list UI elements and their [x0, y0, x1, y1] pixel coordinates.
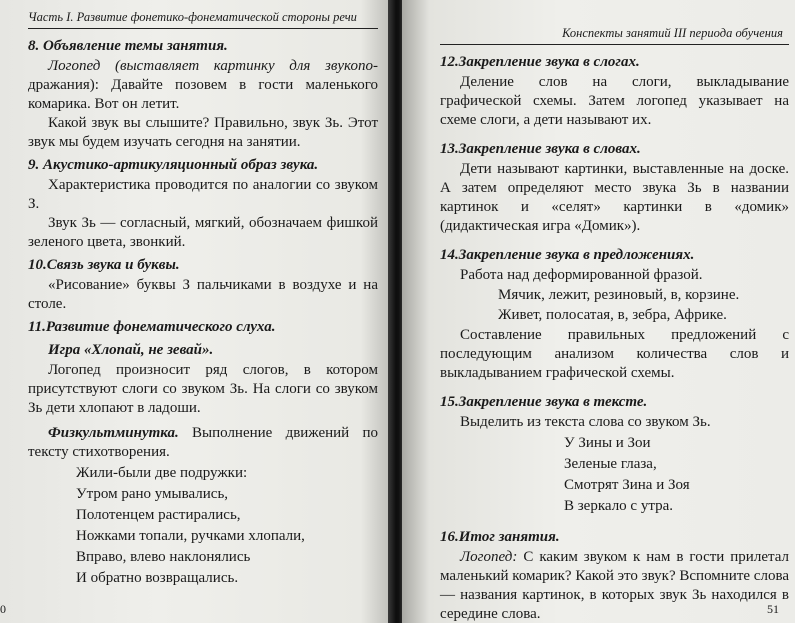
section-16-title: 16.Итог занятия.: [440, 529, 560, 545]
section-8-title: 8. Объявление темы занятия.: [28, 38, 228, 54]
fizkultminutka-para: [28, 424, 378, 462]
right-page: [402, 0, 795, 623]
running-head-right: Конспекты занятий III периода обучения: [440, 26, 789, 45]
section-11-para-1: Логопед произносит ряд слогов, в котором присутствуют слоги со звуком Зь. На слоги со звуком Зь дети хлопают в ладоши.: [28, 362, 378, 416]
section-11-subtitle: Игра «Хлопай, не зевай».: [48, 342, 214, 358]
section-13-para-1: Дети называют картинки, выставленные на доске. А затем определяют место звука Зь в названии картинок и «селят» картинки в «домик» (дидактическая игра «Домик»).: [440, 161, 789, 234]
section-10-para-1: «Рисование» буквы З пальчиками в воздухе и на столе.: [28, 277, 378, 312]
section-10-title: 10.Связь звука и буквы.: [28, 257, 180, 273]
section-8-para-2: Какой звук вы слышите? Правильно, звук Зь. Этот звук мы будем изучать сегодня на занятии.: [28, 115, 378, 150]
section-9-title: 9. Акустико-артикуляционный образ звука.: [28, 157, 319, 173]
page-number-left: 0: [0, 602, 6, 616]
poem-line: Жили-были две подружки:: [76, 465, 248, 481]
poem-line: Смотрят Зина и Зоя: [564, 477, 690, 493]
section-8-speaker: Логопед (выставляет картинку для звукопо-: [48, 58, 378, 74]
section-16-text: С каким звуком к нам в гости прилетал маленький комарик? Какой это звук? Вспомните слова — названия картинок, в которых звук Зь находился в середине слова.: [440, 549, 789, 622]
section-14-para-2: Составление правильных предложений с последующим анализом количества слов и выкладыванием графической схемы.: [440, 327, 789, 381]
section-14-para-1: Работа над деформированной фразой.: [460, 267, 703, 283]
section-15-para-1: Выделить из текста слова со звуком Зь.: [460, 414, 711, 430]
poem-line: Утром рано умывались,: [76, 486, 229, 502]
section-8-para-1: [28, 57, 378, 114]
section-8-para-1-rest: дражания): Давайте позовем в гости маленького комарика. Вот он летит.: [28, 77, 378, 112]
example-sentence: Мячик, лежит, резиновый, в, корзине.: [498, 287, 740, 303]
poem-line: Ножками топали, ручками хлопали,: [76, 528, 305, 544]
section-14-title: 14.Закрепление звука в предложениях.: [440, 247, 695, 263]
section-11-title: 11.Развитие фонематического слуха.: [28, 319, 276, 335]
section-16-para-1: [440, 548, 789, 623]
poem-line: Зеленые глаза,: [564, 456, 657, 472]
fizkultminutka-text: Выполнение движений по тексту стихотворения.: [28, 425, 378, 460]
section-9-para-2: Звук Зь — согласный, мягкий, обозначаем фишкой зеленого цвета, звонкий.: [28, 215, 378, 250]
left-page: [0, 0, 392, 623]
section-15-title: 15.Закрепление звука в тексте.: [440, 394, 648, 410]
page-number-right: 51: [767, 602, 779, 616]
section-12-title: 12.Закрепление звука в слогах.: [440, 54, 640, 70]
poem-line: Полотенцем растирались,: [76, 507, 241, 523]
running-head-left: Часть I. Развитие фонетико-фонематической стороны речи: [28, 10, 378, 29]
poem-line: Вправо, влево наклонялись: [76, 549, 251, 565]
section-13-title: 13.Закрепление звука в словах.: [440, 141, 641, 157]
poem-line: У Зины и Зои: [564, 435, 651, 451]
fizkultminutka-label: Физкультминутка.: [48, 425, 179, 441]
poem-line: В зеркало с утра.: [564, 498, 673, 514]
section-9-para-1: Характеристика проводится по аналогии со звуком З.: [28, 177, 378, 212]
section-12-para-1: Деление слов на слоги, выкладывание графической схемы. Затем логопед указывает на схеме слоги, а дети называют их.: [440, 74, 789, 128]
section-16-speaker: Логопед:: [460, 549, 518, 565]
poem-line: И обратно возвращались.: [76, 570, 239, 586]
example-sentence: Живет, полосатая, в, зебра, Африке.: [498, 307, 727, 323]
